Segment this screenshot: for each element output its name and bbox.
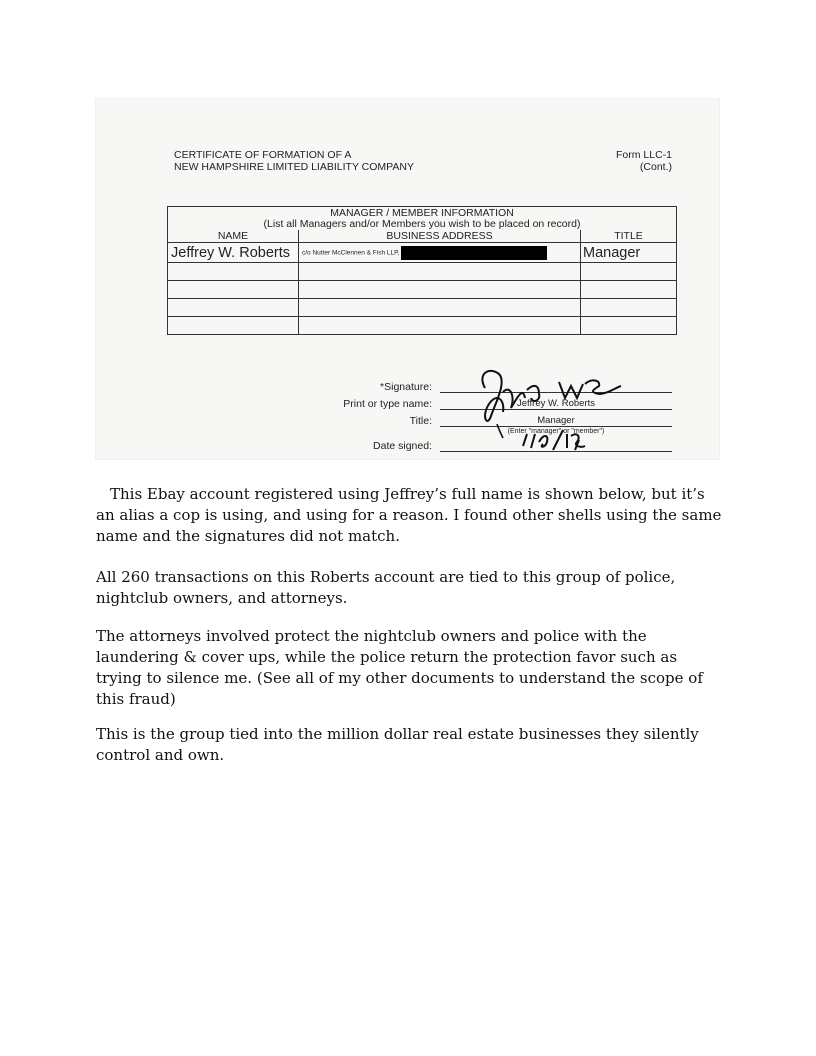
table-caption: [168, 207, 677, 231]
column-header-address: BUSINESS ADDRESS: [299, 230, 581, 243]
form-header-line2: NEW HAMPSHIRE LIMITED LIABILITY COMPANY: [174, 161, 414, 173]
paragraph-1: This Ebay account registered using Jeffrey’s full name is shown below, but it’s an alias a cop is using, and using for a reason. I found other shells using the same name and the signatures did not match.: [96, 485, 722, 545]
title-label: Title:: [409, 415, 432, 427]
scanned-form-image: [95, 98, 720, 460]
form-id-label: Form LLC-1: [615, 149, 672, 161]
form-cont-label: (Cont.): [639, 161, 672, 173]
table-subtitle: (List all Managers and/or Members you wish to be placed on record): [263, 218, 581, 230]
print-name-value: Jeffrey W. Roberts: [517, 398, 595, 409]
signature-label: *Signature:: [380, 381, 432, 393]
title-value: Manager: [537, 415, 575, 426]
date-label: Date signed:: [373, 440, 432, 452]
handwritten-signature: [467, 364, 637, 460]
column-header-title: TITLE: [581, 230, 677, 243]
form-header-line1: CERTIFICATE OF FORMATION OF A: [174, 149, 352, 161]
table-row: [168, 243, 677, 263]
paragraph-2: All 260 transactions on this Roberts account are tied to this group of police, nightclub owners, and attorneys.: [96, 568, 676, 607]
redaction-bar: [401, 246, 547, 260]
paragraph-3: The attorneys involved protect the nightclub owners and police with the laundering & cover ups, while the police return the protection favor such as trying to silence me. (See all of my other documents to understand the scope of this fraud): [96, 627, 703, 708]
paragraph-4: This is the group tied into the million dollar real estate businesses they silently control and own.: [96, 725, 699, 764]
manager-member-table: [167, 206, 677, 335]
table-title: MANAGER / MEMBER INFORMATION: [330, 207, 514, 219]
form-header: [174, 149, 414, 173]
table-row: [168, 317, 677, 335]
form-id: [616, 149, 672, 173]
member-address: [299, 243, 581, 263]
table-row: [168, 281, 677, 299]
member-name: Jeffrey W. Roberts: [168, 243, 299, 263]
table-row: [168, 299, 677, 317]
column-header-name: NAME: [168, 230, 299, 243]
member-title: Manager: [581, 243, 677, 263]
table-row: [168, 263, 677, 281]
print-name-label: Print or type name:: [343, 398, 432, 410]
title-hint: (Enter "manager" or "member"): [507, 428, 605, 435]
member-address-text: c/o Nutter McClennen & Fish LLP,: [302, 249, 400, 257]
